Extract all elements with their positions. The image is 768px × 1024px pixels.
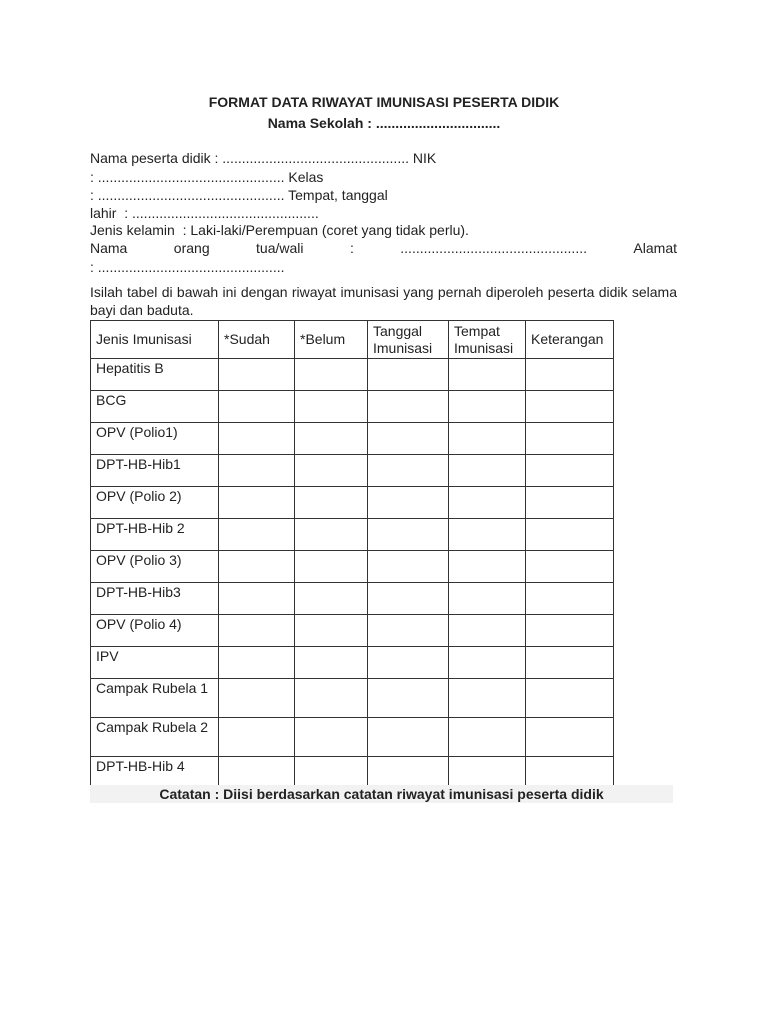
date-cell[interactable] [368,583,449,615]
belum-cell[interactable] [295,391,368,423]
remarks-cell[interactable] [526,391,614,423]
remarks-cell[interactable] [526,615,614,647]
remarks-cell[interactable] [526,519,614,551]
class-line: : ................................................ Tempat, tanggal [90,187,388,203]
place-cell[interactable] [449,551,526,583]
belum-cell[interactable] [295,679,368,718]
parent-colon: : [349,240,354,256]
sudah-cell[interactable] [219,718,295,757]
place-cell[interactable] [449,647,526,679]
date-cell[interactable] [368,615,449,647]
school-name-line: Nama Sekolah : ................................ [267,115,501,131]
vaccine-name: Campak Rubela 1 [91,679,219,718]
vaccine-name: OPV (Polio 3) [91,551,219,583]
belum-cell[interactable] [295,551,368,583]
place-cell[interactable] [449,455,526,487]
address-line: : ................................................ [90,259,285,275]
instruction-paragraph: Isilah tabel di bawah ini dengan riwayat imunisasi yang pernah diperoleh peserta didik selama bayi dan baduta. [90,284,677,318]
place-cell[interactable] [449,615,526,647]
table-row [91,391,614,423]
vaccine-name: OPV (Polio 4) [91,615,219,647]
sudah-cell[interactable] [219,551,295,583]
sudah-cell[interactable] [219,423,295,455]
vaccine-name: OPV (Polio1) [91,423,219,455]
sudah-cell[interactable] [219,359,295,391]
remarks-cell[interactable] [526,679,614,718]
sudah-cell[interactable] [219,487,295,519]
table-header-row [91,321,614,359]
date-cell[interactable] [368,519,449,551]
table-row [91,679,614,718]
header-cell: *Belum [295,321,368,359]
parent-word-nama: Nama [90,240,128,256]
table-row [91,551,614,583]
vaccine-name: Hepatitis B [91,359,219,391]
belum-cell[interactable] [295,519,368,551]
remarks-cell[interactable] [526,647,614,679]
table-row [91,519,614,551]
sudah-cell[interactable] [219,583,295,615]
sudah-cell[interactable] [219,615,295,647]
date-cell[interactable] [368,551,449,583]
parent-word-tuawali: tua/wali [256,240,304,256]
date-cell[interactable] [368,718,449,757]
address-label: Alamat [633,240,677,256]
date-cell[interactable] [368,359,449,391]
vaccine-name: DPT-HB-Hib1 [91,455,219,487]
remarks-cell[interactable] [526,551,614,583]
table-row [91,583,614,615]
place-cell[interactable] [449,519,526,551]
place-cell[interactable] [449,359,526,391]
place-cell[interactable] [449,391,526,423]
parent-word-orang: orang [173,240,210,256]
header-cell: Jenis Imunisasi [91,321,219,359]
belum-cell[interactable] [295,455,368,487]
belum-cell[interactable] [295,647,368,679]
table-row [91,455,614,487]
sudah-cell[interactable] [219,519,295,551]
place-cell[interactable] [449,757,526,789]
remarks-cell[interactable] [526,487,614,519]
gender-line: Jenis kelamin : Laki-laki/Perempuan (coret yang tidak perlu). [90,222,469,238]
belum-cell[interactable] [295,757,368,789]
parent-name-line [90,240,677,256]
immunization-table [90,320,614,789]
remarks-cell[interactable] [526,359,614,391]
table-row [91,487,614,519]
student-name-line: Nama peserta didik : ................................................ NIK [90,150,437,166]
table-row [91,647,614,679]
belum-cell[interactable] [295,487,368,519]
vaccine-name: BCG [91,391,219,423]
date-cell[interactable] [368,647,449,679]
remarks-cell[interactable] [526,423,614,455]
remarks-cell[interactable] [526,757,614,789]
belum-cell[interactable] [295,615,368,647]
sudah-cell[interactable] [219,757,295,789]
parent-dots: ................................................ [400,240,587,256]
date-cell[interactable] [368,679,449,718]
belum-cell[interactable] [295,718,368,757]
vaccine-name: DPT-HB-Hib 2 [91,519,219,551]
remarks-cell[interactable] [526,455,614,487]
vaccine-name: OPV (Polio 2) [91,487,219,519]
place-cell[interactable] [449,487,526,519]
date-cell[interactable] [368,455,449,487]
date-cell[interactable] [368,391,449,423]
page-title: FORMAT DATA RIWAYAT IMUNISASI PESERTA DIDIK [208,94,560,110]
place-cell[interactable] [449,718,526,757]
sudah-cell[interactable] [219,679,295,718]
table-row [91,423,614,455]
belum-cell[interactable] [295,583,368,615]
header-cell: *Sudah [219,321,295,359]
belum-cell[interactable] [295,359,368,391]
birth-line: lahir : ................................................ [90,205,319,221]
place-cell[interactable] [449,679,526,718]
vaccine-name: Campak Rubela 2 [91,718,219,757]
table-row [91,615,614,647]
vaccine-name: DPT-HB-Hib3 [91,583,219,615]
header-cell: Tempat Imunisasi [449,321,526,359]
table-row [91,359,614,391]
belum-cell[interactable] [295,423,368,455]
header-cell: Keterangan [526,321,614,359]
sudah-cell[interactable] [219,647,295,679]
table-row [91,718,614,757]
nik-line: : ................................................ Kelas [90,169,324,185]
sudah-cell[interactable] [219,391,295,423]
date-cell[interactable] [368,487,449,519]
vaccine-name: DPT-HB-Hib 4 [91,757,219,789]
date-cell[interactable] [368,423,449,455]
place-cell[interactable] [449,423,526,455]
table-row [91,757,614,789]
header-cell: Tanggal Imunisasi [368,321,449,359]
date-cell[interactable] [368,757,449,789]
footer-note: Catatan : Diisi berdasarkan catatan riwayat imunisasi peserta didik [90,785,673,803]
remarks-cell[interactable] [526,583,614,615]
remarks-cell[interactable] [526,718,614,757]
sudah-cell[interactable] [219,455,295,487]
place-cell[interactable] [449,583,526,615]
vaccine-name: IPV [91,647,219,679]
